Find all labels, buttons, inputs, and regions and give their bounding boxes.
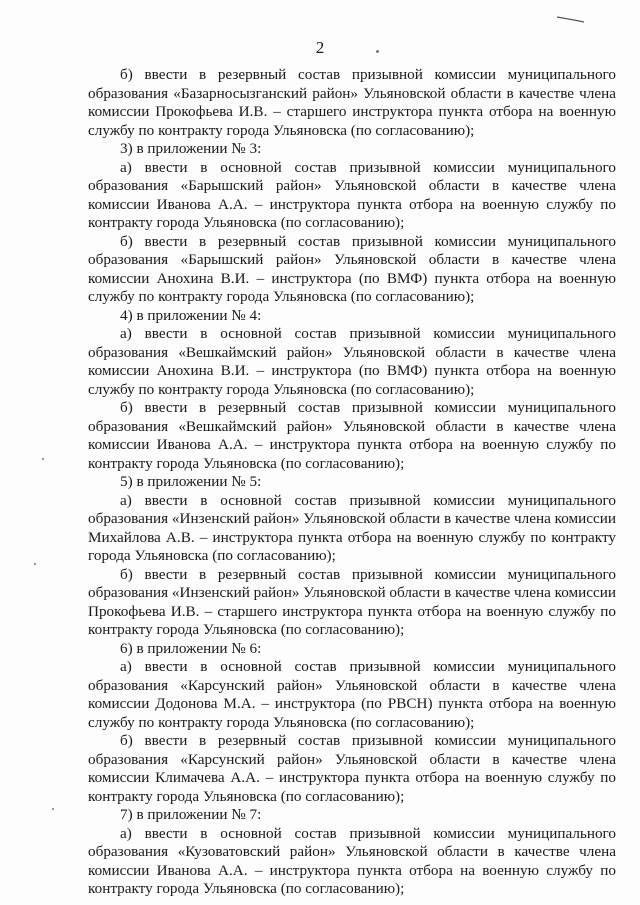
list-item-heading: 4) в приложении № 4:: [120, 306, 262, 324]
paragraph: б) ввести в резервный состав призывной комиссии муниципального образования «Карсунский район» Ульяновской области в качестве члена комиссии Климачева А.А. – инструктора пункта отбора на военную службу по контракту города Ульяновска (по согласованию);: [88, 732, 616, 805]
paragraph: б) ввести в резервный состав призывной комиссии муниципального образования «Вешкаймский район» Ульяновской области в качестве члена комиссии Иванова А.А. – инструктора пункта отбора на военную службу по контракту города Ульяновска (по согласованию);: [88, 399, 616, 472]
list-item-heading: 7) в приложении № 7:: [120, 806, 262, 823]
list-item-heading: 3) в приложении № 3:: [120, 140, 262, 157]
list-item-heading: 6) в приложении № 6:: [120, 639, 262, 657]
paragraph: а) ввести в основной состав призывной комиссии муниципального образования «Вешкаймский район» Ульяновской области в качестве члена комиссии Анохина В.И. – инструктора (по ВМФ) пункта отбора на военную службу по контракту города Ульяновска (по согласованию);: [88, 325, 616, 398]
list-item-heading: 5) в приложении № 5:: [120, 473, 262, 490]
document-body: [88, 66, 616, 899]
page-number: 2: [315, 38, 325, 57]
paragraph: а) ввести в основной состав призывной комиссии муниципального образования «Барышский район» Ульяновской области в качестве члена комиссии Иванова А.А. – инструктора пункта отбора на военную службу по контракту города Ульяновска (по согласованию);: [88, 158, 616, 231]
paragraph: а) ввести в основной состав призывной комиссии муниципального образования «Карсунский район» Ульяновской области в качестве члена комиссии Додонова М.А. – инструктора (по РВСН) пункта отбора на военную службу по контракту города Ульяновска (по согласованию);: [88, 658, 616, 731]
paragraph: б) ввести в резервный состав призывной комиссии муниципального образования «Инзенский район» Ульяновской области в качестве члена комиссии Прокофьева И.В. – старшего инструктора пункта отбора на военную службу по контракту города Ульяновска (по согласованию);: [88, 565, 616, 638]
scan-speck: [52, 808, 54, 810]
scan-speck: [34, 563, 36, 565]
paragraph: а) ввести в основной состав призывной комиссии муниципального образования «Кузоватовский район» Ульяновской области в качестве члена комиссии Иванова А.А. – инструктора пункта отбора на военную службу по контракту города Ульяновска (по согласованию);: [88, 824, 616, 897]
paragraph: б) ввести в резервный состав призывной комиссии муниципального образования «Базарносызганский район» Ульяновской области в качестве члена комиссии Прокофьева И.В. – старшего инструктора пункта отбора на военную службу по контракту города Ульяновска (по согласованию);: [88, 66, 616, 139]
scan-mark: [556, 14, 586, 24]
paragraph: а) ввести в основной состав призывной комиссии муниципального образования «Инзенский район» Ульяновской области в качестве члена комиссии Михайлова А.В. – инструктора пункта отбора на военную службу по контракту города Ульяновска (по согласованию);: [88, 491, 616, 564]
scan-speck: [42, 458, 44, 460]
paragraph: б) ввести в резервный состав призывной комиссии муниципального образования «Барышский район» Ульяновской области в качестве члена комиссии Анохина В.И. – инструктора (по ВМФ) пункта отбора на военную службу по контракту города Ульяновска (по согласованию);: [88, 232, 616, 305]
